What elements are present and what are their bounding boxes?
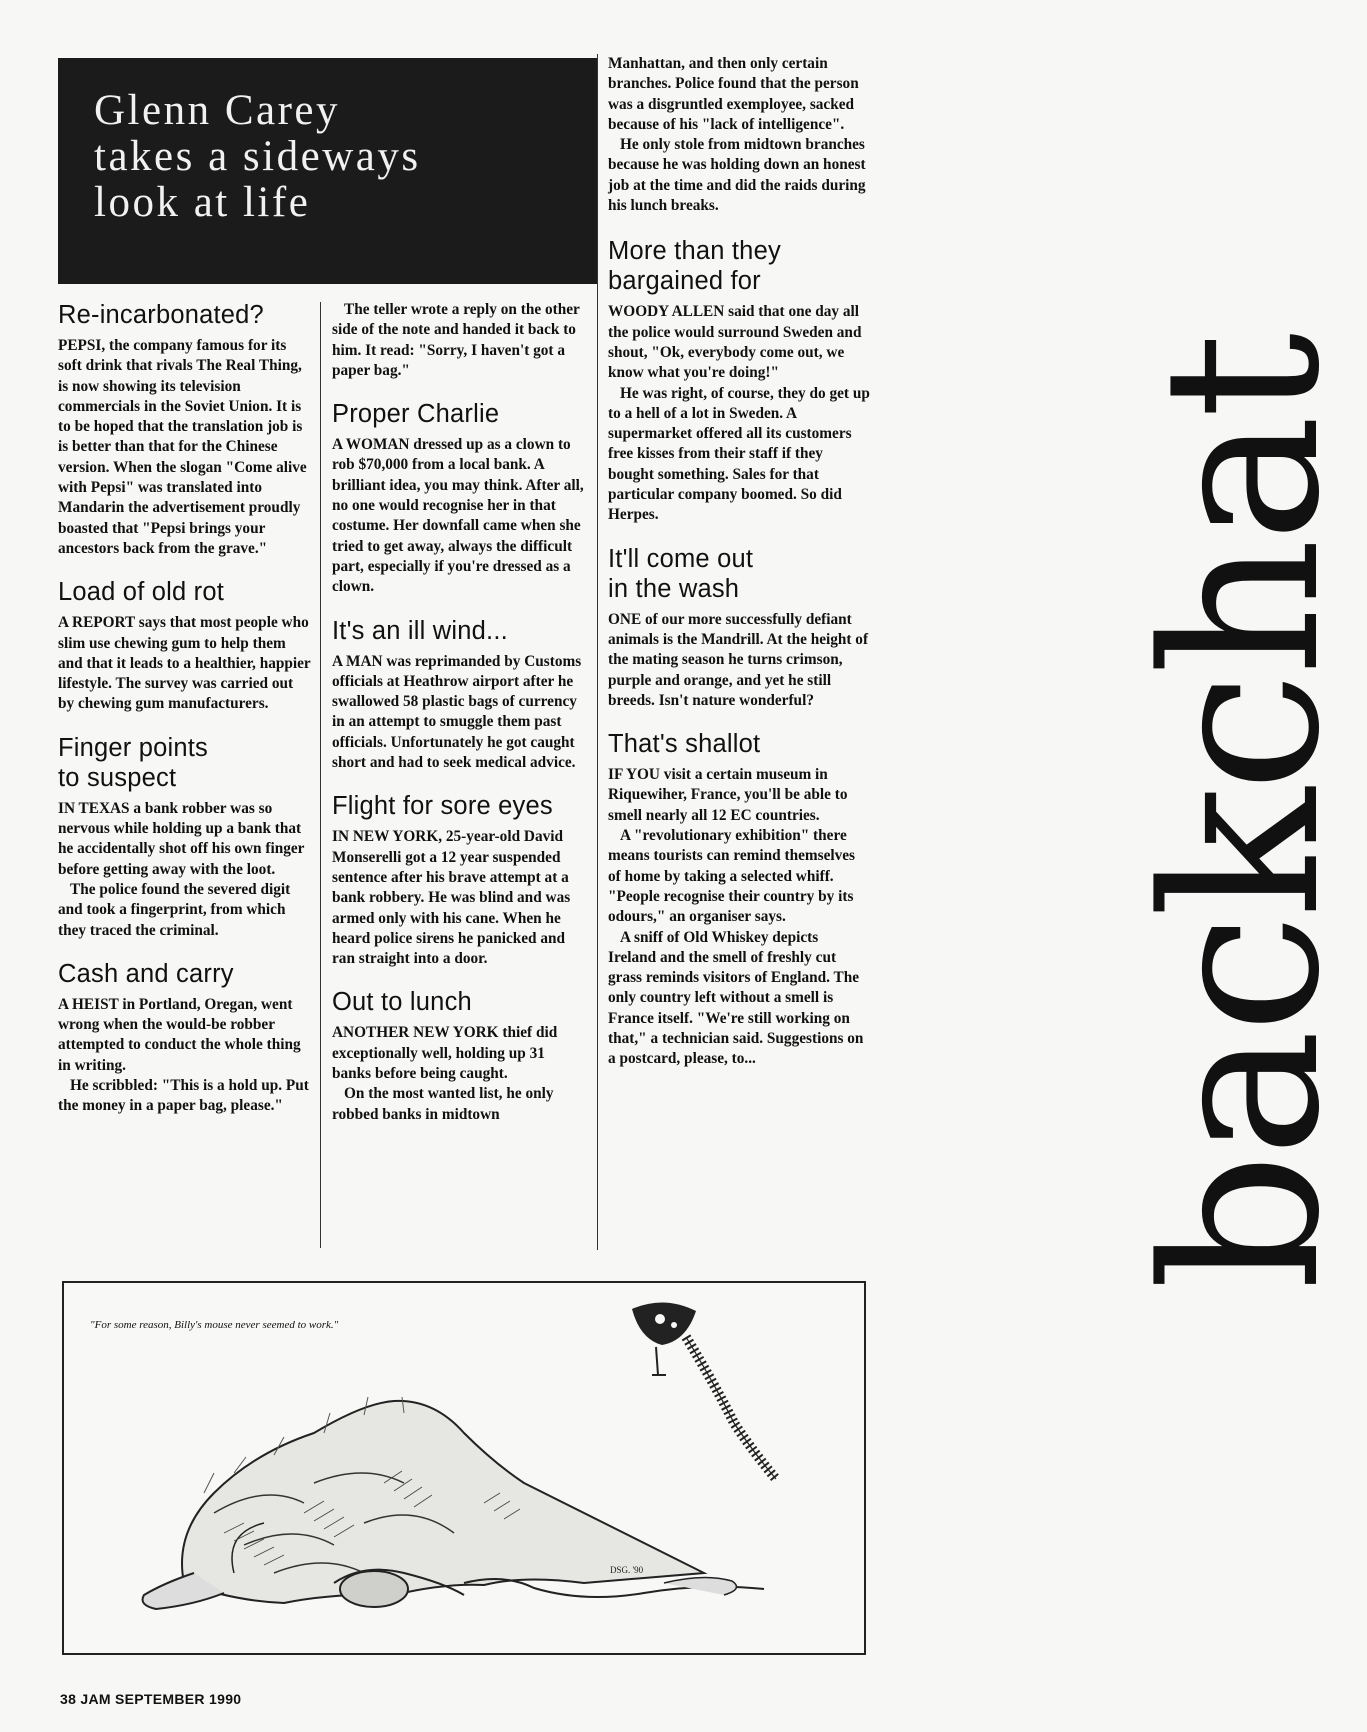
headline — [58, 577, 312, 607]
column-divider-2 — [597, 54, 598, 1250]
headline-line: Cash and carry — [58, 959, 234, 988]
headline — [332, 616, 586, 646]
headline-line: Flight for sore eyes — [332, 792, 553, 821]
cartoon-caption: "For some reason, Billy's mouse never seemed to work." — [90, 1319, 339, 1331]
paragraph: PEPSI, the company famous for its soft drink that rivals The Real Thing, is now showing its television commercials in the Soviet Union. It is to be hoped that the translation job is is better than that for the Chinese version. When the slogan "Come alive with Pepsi" was translated into Mandarin the advertisement proudly boasted that "Pepsi brings your ancestors back from the grave." — [58, 337, 307, 557]
story-proper-charlie — [332, 399, 586, 597]
headline-line: It's an ill wind... — [332, 616, 508, 645]
header-line-1: Glenn Carey — [94, 87, 341, 134]
story-cash-and-carry-continued — [332, 300, 586, 381]
column-2 — [332, 300, 586, 1143]
story-ill-wind — [332, 616, 586, 774]
story-flight-for-sore-eyes — [332, 791, 586, 969]
column-1 — [58, 300, 312, 1135]
headline — [332, 987, 586, 1017]
cartoon-illustration — [64, 1283, 864, 1653]
paragraph: The police found the severed digit and took a fingerprint, from which they traced the criminal. — [58, 880, 291, 939]
paragraph: He scribbled: "This is a hold up. Put the money in a paper bag, please." — [58, 1077, 309, 1115]
hand-drawing — [143, 1397, 765, 1609]
story-come-out-in-the-wash — [608, 544, 870, 711]
paragraph: The teller wrote a reply on the other side of the note and handed it back to him. It read: "Sorry, I haven't got a paper bag." — [332, 301, 580, 379]
header-box — [58, 58, 598, 284]
paragraph: He was right, of course, they do get up to a hell of a lot in Sweden. A supermarket offered all its customers free kisses from their staff if they bought something. Sales for that particular company boomed. So did Herpes. — [608, 384, 870, 524]
headline — [58, 959, 312, 989]
header-line-3: look at life — [94, 179, 311, 226]
header-line-2: takes a sideways — [94, 133, 421, 180]
paragraph: He only stole from midtown branches because he was holding down an honest job at the time and did the raids during his lunch breaks. — [608, 136, 866, 215]
headline-line: Re-incarbonated? — [58, 301, 264, 329]
story-out-to-lunch-continued — [608, 54, 870, 216]
headline-line: Load of old rot — [58, 578, 225, 607]
paragraph: Manhattan, and then only certain branches. Police found that the person was a disgruntled exemployee, sacked because of his "lack of intelligence". — [608, 55, 859, 133]
story-thats-shallot — [608, 729, 870, 1069]
headline-line: bargained for — [608, 267, 761, 296]
headline — [332, 399, 586, 429]
headline — [608, 236, 870, 296]
story-load-of-old-rot — [58, 577, 312, 714]
paragraph: A sniff of Old Whiskey depicts Ireland and the smell of freshly cut grass reminds visitors of England. The only country left without a smell is France itself. "We're still working on that," a technician said. Suggestions on a postcard, please, to... — [608, 928, 864, 1068]
column-divider-1 — [320, 302, 321, 1248]
headline-line: Finger points — [58, 733, 209, 762]
paragraph: On the most wanted list, he only robbed banks in midtown — [332, 1085, 554, 1123]
story-more-than-they-bargained-for — [608, 236, 870, 525]
story-finger-points — [58, 733, 312, 941]
mouse-icon — [632, 1302, 776, 1479]
headline-line: It'll come out — [608, 544, 754, 573]
paragraph: IN NEW YORK, 25-year-old David Monserelli got a 12 year suspended sentence after his brave attempt at a bank robbery. He was blind and was armed only with his cane. When he heard police sirens he panicked and ran straight into a door. — [332, 828, 571, 968]
cartoon-frame — [62, 1281, 866, 1655]
headline-line: in the wash — [608, 574, 740, 603]
headline-line: More than they — [608, 237, 781, 266]
headline — [608, 729, 870, 759]
paragraph: A "revolutionary exhibition" there means tourists can remind themselves of home by taking a selected whiff. "People recognise their country by its odours," an organiser says. — [608, 827, 855, 926]
headline-line: Proper Charlie — [332, 400, 500, 429]
paragraph: IN TEXAS a bank robber was so nervous while holding up a bank that he accidentally shot off his own finger before getting away with the loot. — [58, 799, 305, 878]
story-re-incarbonated — [58, 300, 312, 559]
story-out-to-lunch — [332, 987, 586, 1124]
cartoon-signature: DSG. '90 — [610, 1565, 644, 1575]
paragraph: A REPORT says that most people who slim use chewing gum to help them and that it leads to a healthier, happier lifestyle. The survey was carried out by chewing gum manufacturers. — [58, 614, 311, 713]
page-footer: 38 JAM SEPTEMBER 1990 — [60, 1691, 242, 1707]
headline-line: to suspect — [58, 763, 177, 792]
headline — [608, 544, 870, 604]
headline — [332, 791, 586, 821]
section-title-backchat: backchat — [1118, 336, 1367, 1290]
paragraph: A HEIST in Portland, Oregan, went wrong when the would-be robber attempted to conduct the whole thing in writing. — [58, 995, 301, 1074]
paragraph: A MAN was reprimanded by Customs officials at Heathrow airport after he swallowed 58 plastic bags of currency in an attempt to smuggle them past officials. Unfortunately he got caught short and had to seek medical advice. — [332, 652, 582, 772]
paragraph: A WOMAN dressed up as a clown to rob $70,000 from a local bank. A brilliant idea, you may think. After all, no one would recognise her in that costume. Her downfall came when she tried to get away, always the difficult part, especially if you're dressed as a clown. — [332, 436, 584, 596]
story-cash-and-carry — [58, 959, 312, 1117]
paragraph: WOODY ALLEN said that one day all the police would surround Sweden and shout, "Ok, everybody come out, we know what you're doing!" — [608, 303, 862, 382]
paragraph: ONE of our more successfully defiant animals is the Mandrill. At the height of the mating season he turns crimson, purple and orange, and yet he still breeds. Isn't nature wonderful? — [608, 610, 869, 709]
paragraph: ANOTHER NEW YORK thief did exceptionally well, holding up 31 banks before being caught. — [332, 1024, 558, 1083]
paragraph: IF YOU visit a certain museum in Riquewiher, France, you'll be able to smell nearly all 12 EC countries. — [608, 766, 848, 824]
headline-line: Out to lunch — [332, 988, 472, 1017]
headline — [58, 733, 312, 793]
headline — [58, 300, 312, 330]
column-3 — [608, 54, 870, 1088]
headline-line: That's shallot — [608, 730, 761, 759]
